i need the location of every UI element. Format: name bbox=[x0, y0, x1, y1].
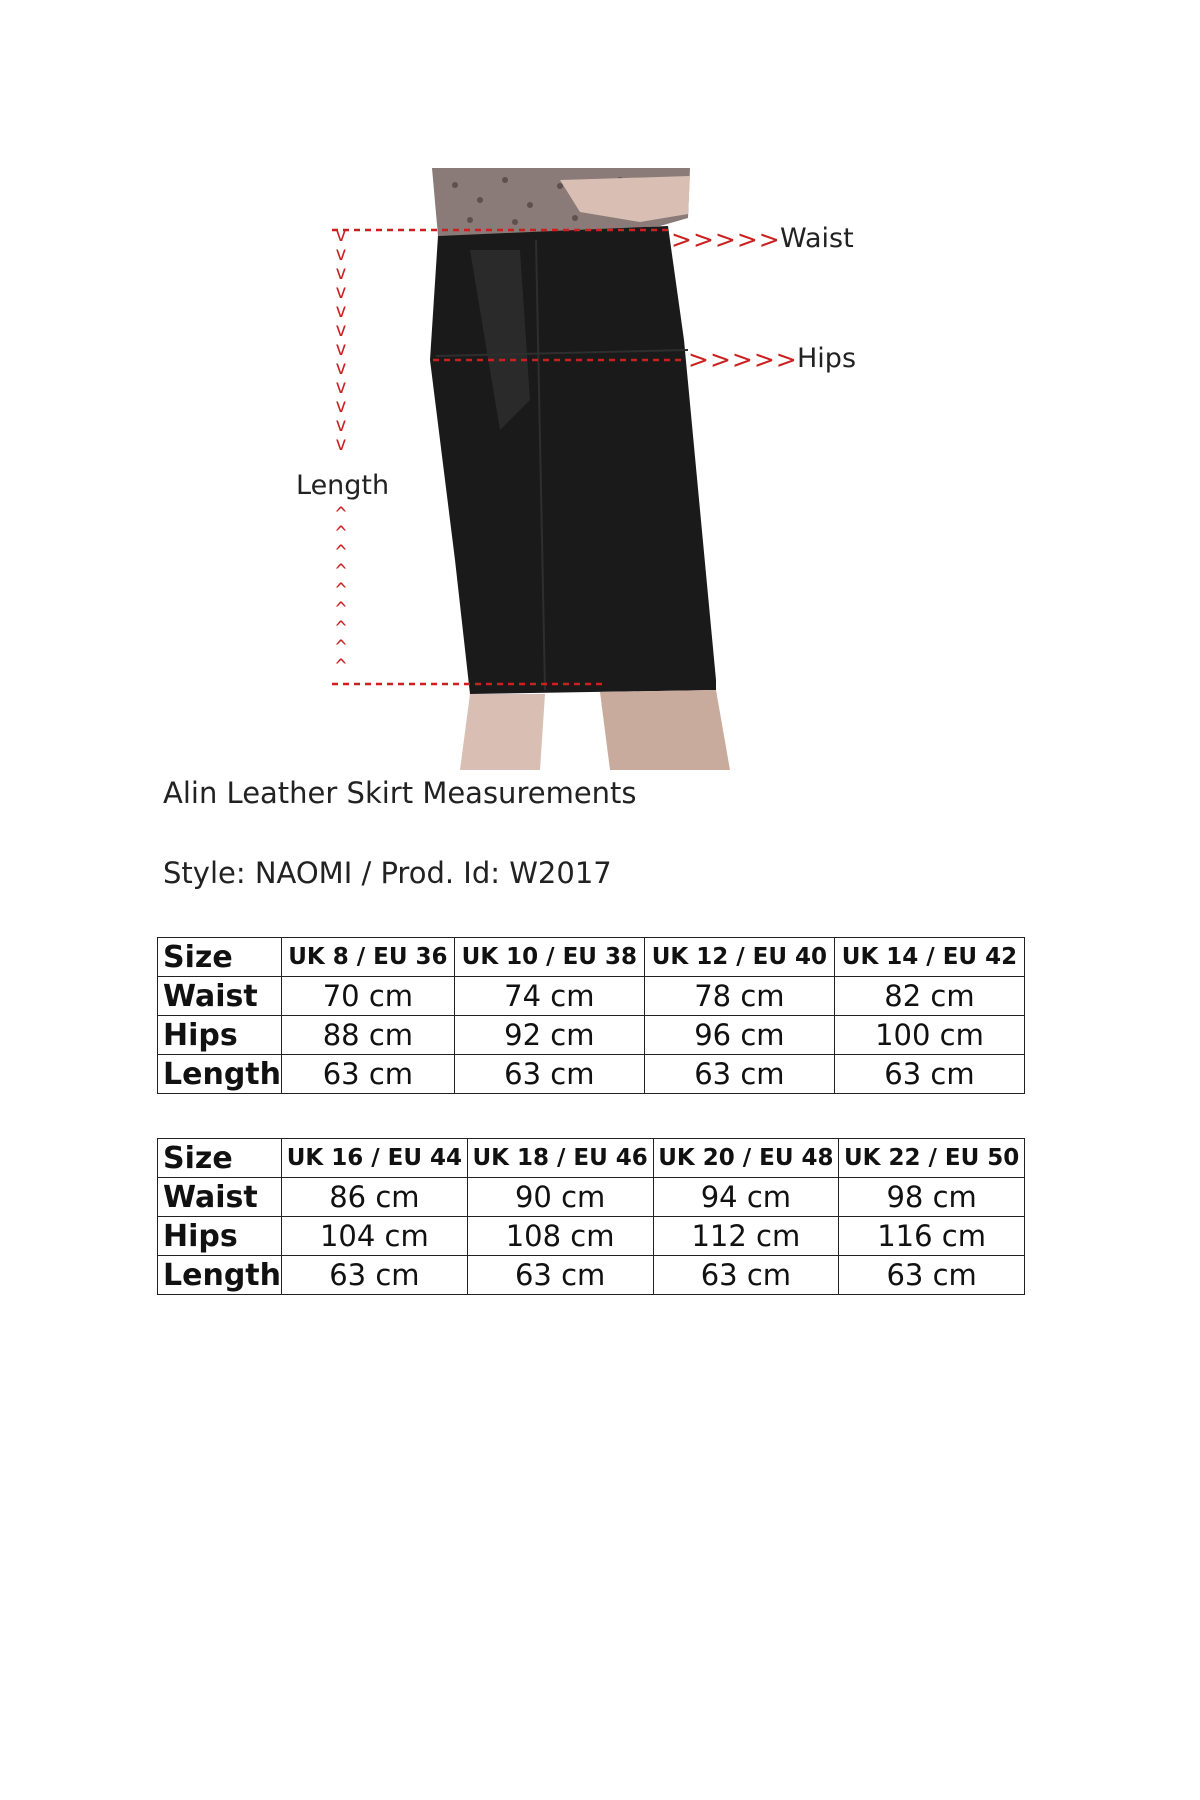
row-label-length: Length bbox=[158, 1256, 282, 1295]
size-header: UK 22 / EU 50 bbox=[839, 1139, 1025, 1178]
hips-label: Hips bbox=[797, 343, 857, 374]
hips-value: 92 cm bbox=[454, 1016, 644, 1055]
hips-arrow: >>>>> bbox=[688, 345, 798, 374]
table-row-hips bbox=[158, 1217, 1025, 1256]
waist-label: Waist bbox=[780, 223, 854, 254]
hips-value: 88 cm bbox=[282, 1016, 455, 1055]
length-value: 63 cm bbox=[282, 1055, 455, 1094]
size-table-2 bbox=[157, 1138, 1025, 1295]
table-row-waist bbox=[158, 1178, 1025, 1217]
length-value: 63 cm bbox=[644, 1055, 834, 1094]
length-up-arrows: ^ ^ ^ ^ ^ ^ ^ ^ ^ bbox=[335, 503, 347, 677]
hips-value: 104 cm bbox=[282, 1217, 468, 1256]
size-header: UK 10 / EU 38 bbox=[454, 938, 644, 977]
length-value: 63 cm bbox=[834, 1055, 1024, 1094]
waist-value: 70 cm bbox=[282, 977, 455, 1016]
length-value: 63 cm bbox=[467, 1256, 653, 1295]
length-value: 63 cm bbox=[282, 1256, 468, 1295]
waist-value: 74 cm bbox=[454, 977, 644, 1016]
row-label-waist: Waist bbox=[158, 1178, 282, 1217]
row-label-length: Length bbox=[158, 1055, 282, 1094]
length-value: 63 cm bbox=[839, 1256, 1025, 1295]
size-header: UK 20 / EU 48 bbox=[653, 1139, 839, 1178]
size-header: UK 12 / EU 40 bbox=[644, 938, 834, 977]
size-header: UK 8 / EU 36 bbox=[282, 938, 455, 977]
waist-value: 90 cm bbox=[467, 1178, 653, 1217]
table-row-length bbox=[158, 1055, 1025, 1094]
table-row-size bbox=[158, 938, 1025, 977]
hips-value: 96 cm bbox=[644, 1016, 834, 1055]
length-value: 63 cm bbox=[653, 1256, 839, 1295]
length-value: 63 cm bbox=[454, 1055, 644, 1094]
length-label: Length bbox=[296, 470, 390, 501]
skirt-shape bbox=[430, 226, 716, 694]
waist-value: 82 cm bbox=[834, 977, 1024, 1016]
size-table-1 bbox=[157, 937, 1025, 1094]
waist-value: 98 cm bbox=[839, 1178, 1025, 1217]
table-row-waist bbox=[158, 977, 1025, 1016]
hips-value: 112 cm bbox=[653, 1217, 839, 1256]
row-label-waist: Waist bbox=[158, 977, 282, 1016]
waist-value: 94 cm bbox=[653, 1178, 839, 1217]
hips-value: 108 cm bbox=[467, 1217, 653, 1256]
hips-value: 100 cm bbox=[834, 1016, 1024, 1055]
size-header: UK 14 / EU 42 bbox=[834, 938, 1024, 977]
style-line: Style: NAOMI / Prod. Id: W2017 bbox=[163, 856, 612, 890]
row-label-size: Size bbox=[158, 938, 282, 977]
size-header: UK 18 / EU 46 bbox=[467, 1139, 653, 1178]
document-title: Alin Leather Skirt Measurements bbox=[163, 776, 637, 810]
size-header: UK 16 / EU 44 bbox=[282, 1139, 468, 1178]
measurement-figure bbox=[0, 0, 1200, 780]
row-label-hips: Hips bbox=[158, 1016, 282, 1055]
waist-value: 78 cm bbox=[644, 977, 834, 1016]
table-row-size bbox=[158, 1139, 1025, 1178]
row-label-hips: Hips bbox=[158, 1217, 282, 1256]
left-leg-shape bbox=[460, 694, 545, 770]
table-row-hips bbox=[158, 1016, 1025, 1055]
row-label-size: Size bbox=[158, 1139, 282, 1178]
table-row-length bbox=[158, 1256, 1025, 1295]
hips-value: 116 cm bbox=[839, 1217, 1025, 1256]
waist-value: 86 cm bbox=[282, 1178, 468, 1217]
length-down-arrows: v v v v v v v v v v v v bbox=[335, 224, 347, 455]
skirt-illustration bbox=[0, 0, 1200, 780]
waist-arrow: >>>>> bbox=[671, 225, 781, 254]
right-leg-shape bbox=[600, 690, 730, 770]
